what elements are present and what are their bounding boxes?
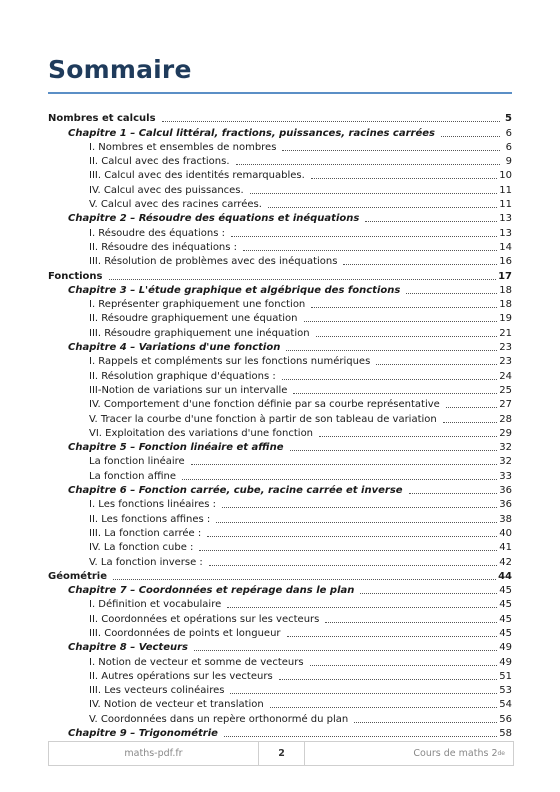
toc-page-number: 25 — [499, 384, 512, 396]
toc-page-number: 24 — [499, 370, 512, 382]
toc-dot-leader — [360, 592, 497, 594]
toc-entry-row[interactable] — [48, 597, 512, 611]
toc-page-number: 32 — [499, 442, 512, 454]
toc-dot-leader — [270, 706, 498, 708]
toc-entry-row[interactable] — [48, 526, 512, 540]
footer-course: Cours de maths 2 de — [413, 748, 505, 759]
toc-page-number: 6 — [505, 141, 512, 153]
toc-dot-leader — [236, 163, 500, 165]
toc-entry-row[interactable] — [48, 297, 512, 311]
toc-entry-title: I. Nombres et ensembles de nombres — [89, 141, 277, 153]
toc-page-number: 9 — [505, 156, 512, 168]
toc-entry-title: II. Résoudre des inéquations : — [89, 241, 238, 253]
toc-entry-title: III. La fonction carrée : — [89, 527, 202, 539]
toc-entry-row[interactable] — [48, 554, 512, 568]
toc-page-number: 23 — [499, 356, 512, 368]
toc-dot-leader — [199, 549, 497, 551]
title-underline — [48, 92, 512, 94]
toc-dot-leader — [409, 492, 498, 494]
toc-entry-title: V. La fonction inverse : — [89, 556, 203, 568]
toc-entry-title: V. Calcul avec des racines carrées. — [89, 199, 262, 211]
toc-page-number: 40 — [499, 527, 512, 539]
toc-page-number: 5 — [505, 113, 512, 125]
toc-dot-leader — [243, 249, 497, 251]
toc-entry-title: I. Rappels et compléments sur les fonctions numériques — [89, 356, 371, 368]
toc-entry-row[interactable] — [48, 697, 512, 711]
toc-dot-leader — [222, 506, 497, 508]
toc-chapter-row[interactable] — [48, 726, 512, 740]
page-title: Sommaire — [48, 55, 192, 84]
footer-course-label: Cours de maths 2 — [413, 748, 498, 759]
toc-page-number: 14 — [499, 241, 512, 253]
toc-entry-row[interactable] — [48, 354, 512, 368]
toc-page-number: 41 — [499, 542, 512, 554]
toc-dot-leader — [113, 578, 496, 580]
toc-dot-leader — [268, 206, 497, 208]
toc-entry-title: I. Résoudre des équations : — [89, 227, 225, 239]
toc-page-number: 29 — [499, 427, 512, 439]
toc-entry-title: II. Autres opérations sur les vecteurs — [89, 670, 273, 682]
toc-entry-row[interactable] — [48, 454, 512, 468]
toc-entry-title: Chapitre 5 – Fonction linéaire et affine — [68, 442, 284, 454]
toc-entry-row[interactable] — [48, 540, 512, 554]
toc-page-number: 11 — [499, 184, 512, 196]
toc-entry-row[interactable] — [48, 626, 512, 640]
toc-page-number: 45 — [499, 627, 512, 639]
toc-entry-row[interactable] — [48, 711, 512, 725]
toc-dot-leader — [286, 349, 497, 351]
toc-entry-row[interactable] — [48, 154, 512, 168]
toc-entry-title: Chapitre 8 – Vecteurs — [68, 642, 188, 654]
toc-dot-leader — [191, 463, 498, 465]
toc-entry-title: Fonctions — [48, 270, 103, 282]
toc-dot-leader — [209, 564, 497, 566]
toc-entry-row[interactable] — [48, 325, 512, 339]
toc-entry-row[interactable] — [48, 197, 512, 211]
toc-dot-leader — [227, 606, 497, 608]
toc-page-number: 45 — [499, 599, 512, 611]
table-of-contents — [48, 111, 512, 740]
toc-dot-leader — [354, 721, 497, 723]
footer-site: maths-pdf.fr — [49, 742, 259, 765]
toc-page-number: 13 — [499, 227, 512, 239]
toc-dot-leader — [290, 449, 498, 451]
toc-entry-title: Chapitre 9 – Trigonométrie — [68, 728, 218, 740]
toc-page-number: 21 — [499, 327, 512, 339]
toc-entry-row[interactable] — [48, 411, 512, 425]
toc-page-number: 49 — [499, 642, 512, 654]
toc-entry-row[interactable] — [48, 468, 512, 482]
toc-section-row[interactable] — [48, 111, 512, 125]
toc-dot-leader — [224, 735, 497, 737]
toc-dot-leader — [443, 421, 498, 423]
toc-dot-leader — [207, 535, 497, 537]
toc-entry-title: I. Les fonctions linéaires : — [89, 499, 217, 511]
toc-page-number: 28 — [499, 413, 512, 425]
toc-entry-row[interactable] — [48, 611, 512, 625]
toc-entry-title: II. Calcul avec des fractions. — [89, 156, 230, 168]
toc-page-number: 54 — [499, 699, 512, 711]
toc-entry-row[interactable] — [48, 254, 512, 268]
toc-dot-leader — [282, 378, 498, 380]
toc-page-number: 11 — [499, 199, 512, 211]
toc-dot-leader — [446, 406, 497, 408]
toc-entry-title: IV. La fonction cube : — [89, 542, 194, 554]
toc-entry-title: IV. Comportement d'une fonction définie par sa courbe représentative — [89, 399, 440, 411]
toc-section-row[interactable] — [48, 569, 512, 583]
toc-chapter-row[interactable] — [48, 340, 512, 354]
toc-entry-title: II. Résolution graphique d'équations : — [89, 370, 276, 382]
toc-entry-title: I. Notion de vecteur et somme de vecteurs — [89, 656, 304, 668]
toc-entry-row[interactable] — [48, 511, 512, 525]
toc-dot-leader — [162, 120, 500, 122]
toc-chapter-row[interactable] — [48, 483, 512, 497]
toc-dot-leader — [311, 177, 498, 179]
toc-entry-row[interactable] — [48, 383, 512, 397]
toc-dot-leader — [182, 478, 497, 480]
toc-entry-title: I. Représenter graphiquement une fonction — [89, 299, 306, 311]
toc-page-number: 13 — [499, 213, 512, 225]
toc-chapter-row[interactable] — [48, 583, 512, 597]
toc-page-number: 58 — [499, 728, 512, 740]
toc-dot-leader — [230, 692, 497, 694]
toc-dot-leader — [282, 149, 500, 151]
toc-entry-title: II. Coordonnées et opérations sur les vecteurs — [89, 613, 320, 625]
toc-dot-leader — [293, 392, 497, 394]
toc-entry-title: Chapitre 1 – Calcul littéral, fractions, puissances, racines carrées — [68, 127, 435, 139]
toc-chapter-row[interactable] — [48, 640, 512, 654]
toc-page-number: 18 — [499, 299, 512, 311]
toc-dot-leader — [311, 306, 497, 308]
toc-entry-title: III. Résoudre graphiquement une inéquation — [89, 327, 310, 339]
toc-entry-title: IV. Notion de vecteur et translation — [89, 699, 264, 711]
toc-page-number: 36 — [499, 499, 512, 511]
toc-entry-title: Chapitre 6 – Fonction carrée, cube, racine carrée et inverse — [68, 485, 403, 497]
toc-page-number: 45 — [499, 613, 512, 625]
toc-page-number: 10 — [499, 170, 512, 182]
toc-page-number: 42 — [499, 556, 512, 568]
toc-page-number: 51 — [499, 670, 512, 682]
toc-entry-row[interactable] — [48, 168, 512, 182]
toc-page-number: 32 — [499, 456, 512, 468]
toc-entry-row[interactable] — [48, 225, 512, 239]
toc-entry-title: Géométrie — [48, 570, 107, 582]
toc-entry-title: VI. Exploitation des variations d'une fonction — [89, 427, 314, 439]
toc-chapter-row[interactable] — [48, 440, 512, 454]
toc-dot-leader — [376, 363, 497, 365]
toc-page-number: 49 — [499, 656, 512, 668]
toc-dot-leader — [343, 263, 497, 265]
toc-entry-title: V. Tracer la courbe d'une fonction à partir de son tableau de variation — [89, 413, 437, 425]
toc-entry-row[interactable] — [48, 683, 512, 697]
toc-entry-title: Chapitre 7 – Coordonnées et repérage dans le plan — [68, 585, 355, 597]
toc-entry-title: V. Coordonnées dans un repère orthonormé du plan — [89, 713, 349, 725]
toc-page-number: 16 — [499, 256, 512, 268]
toc-entry-row[interactable] — [48, 669, 512, 683]
toc-entry-title: La fonction affine — [89, 470, 176, 482]
toc-chapter-row[interactable] — [48, 125, 512, 139]
toc-entry-row[interactable] — [48, 426, 512, 440]
toc-dot-leader — [279, 678, 498, 680]
toc-page-number: 56 — [499, 713, 512, 725]
toc-page-number: 36 — [499, 485, 512, 497]
toc-page-number: 44 — [498, 570, 512, 582]
toc-page-number: 33 — [499, 470, 512, 482]
toc-dot-leader — [250, 192, 498, 194]
toc-page-number: 53 — [499, 685, 512, 697]
toc-dot-leader — [287, 635, 498, 637]
toc-entry-row[interactable] — [48, 182, 512, 196]
page-footer — [48, 741, 514, 766]
toc-dot-leader — [319, 435, 497, 437]
toc-page-number: 18 — [499, 284, 512, 296]
toc-dot-leader — [231, 235, 497, 237]
toc-entry-row[interactable] — [48, 654, 512, 668]
toc-dot-leader — [216, 521, 497, 523]
toc-entry-title: III. Coordonnées de points et longueur — [89, 627, 281, 639]
toc-dot-leader — [365, 220, 497, 222]
toc-dot-leader — [441, 135, 500, 137]
toc-entry-title: III-Notion de variations sur un intervalle — [89, 384, 288, 396]
toc-entry-title: Nombres et calculs — [48, 113, 156, 125]
toc-page-number: 38 — [499, 513, 512, 525]
toc-dot-leader — [406, 292, 497, 294]
toc-dot-leader — [310, 664, 498, 666]
toc-entry-row[interactable] — [48, 368, 512, 382]
toc-entry-row[interactable] — [48, 240, 512, 254]
toc-entry-title: Chapitre 4 – Variations d'une fonction — [68, 342, 281, 354]
toc-entry-title: III. Résolution de problèmes avec des inéquations — [89, 256, 338, 268]
toc-entry-title: II. Résoudre graphiquement une équation — [89, 313, 298, 325]
toc-dot-leader — [109, 278, 497, 280]
toc-entry-row[interactable] — [48, 397, 512, 411]
toc-entry-title: III. Les vecteurs colinéaires — [89, 685, 225, 697]
toc-page-number: 17 — [498, 270, 512, 282]
toc-chapter-row[interactable] — [48, 211, 512, 225]
toc-page-number: 19 — [499, 313, 512, 325]
toc-page-number: 23 — [499, 342, 512, 354]
toc-entry-title: La fonction linéaire — [89, 456, 185, 468]
toc-page-number: 6 — [505, 127, 512, 139]
footer-page-number: 2 — [259, 742, 305, 765]
toc-entry-title: I. Définition et vocabulaire — [89, 599, 222, 611]
toc-page-number: 27 — [499, 399, 512, 411]
toc-entry-row[interactable] — [48, 311, 512, 325]
toc-entry-title: Chapitre 2 – Résoudre des équations et inéquations — [68, 213, 360, 225]
toc-entry-title: IV. Calcul avec des puissances. — [89, 184, 244, 196]
toc-entry-title: II. Les fonctions affines : — [89, 513, 211, 525]
toc-dot-leader — [325, 621, 497, 623]
toc-page-number: 45 — [499, 585, 512, 597]
toc-dot-leader — [304, 320, 498, 322]
toc-section-row[interactable] — [48, 268, 512, 282]
toc-chapter-row[interactable] — [48, 283, 512, 297]
toc-entry-row[interactable] — [48, 140, 512, 154]
toc-entry-row[interactable] — [48, 497, 512, 511]
toc-dot-leader — [194, 649, 497, 651]
toc-entry-title: Chapitre 3 – L'étude graphique et algébrique des fonctions — [68, 284, 401, 296]
toc-entry-title: III. Calcul avec des identités remarquables. — [89, 170, 305, 182]
toc-dot-leader — [316, 335, 498, 337]
